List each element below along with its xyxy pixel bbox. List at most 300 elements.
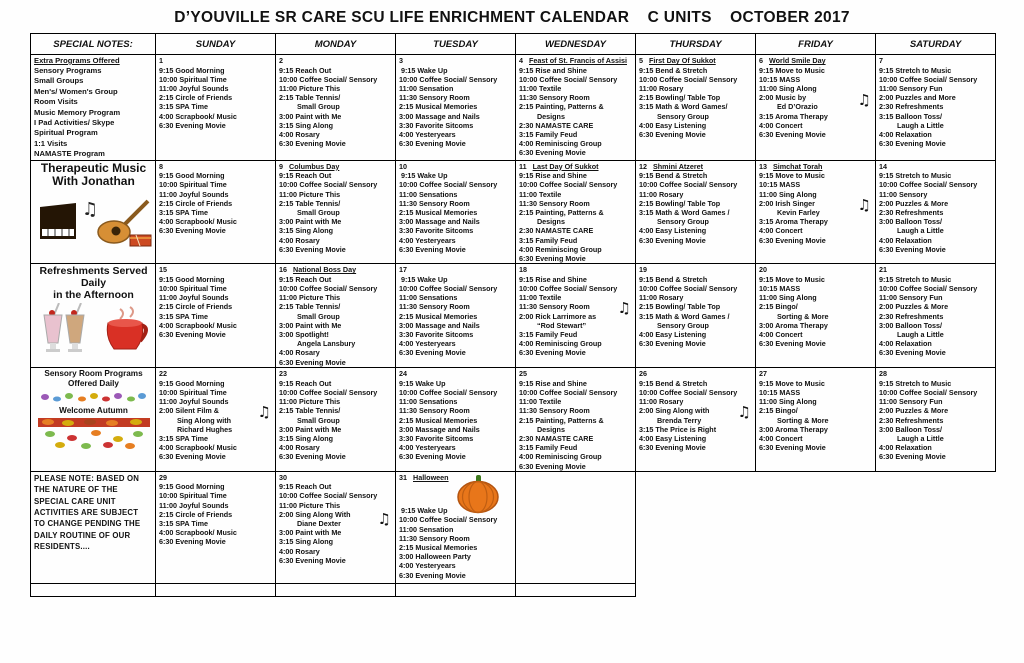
activity-line: 10:00 Coffee Social/ Sensory bbox=[879, 180, 978, 190]
activity-line: 3:00 Balloon Toss/ bbox=[879, 217, 942, 227]
special-note-line: Men's/ Women's Group bbox=[34, 86, 118, 96]
activity-line: 9:15 Stretch to Music bbox=[879, 65, 952, 75]
activity-line: 9:15 Bend & Stretch bbox=[639, 171, 708, 181]
activity-line: Sorting & More bbox=[759, 415, 829, 425]
activity-line: 6:30 Evening Movie bbox=[519, 148, 586, 158]
special-note-line: I Pad Activities/ Skype bbox=[34, 118, 115, 128]
activity-line: 2:15 Painting, Patterns & bbox=[519, 207, 604, 217]
activity-line: 2:00 Sing Along With bbox=[279, 509, 351, 519]
activity-line: 6:30 Evening Movie bbox=[759, 129, 826, 139]
day-cell bbox=[756, 368, 876, 472]
activity-line: 4:00 Concert bbox=[759, 433, 803, 443]
day-number: 6 bbox=[759, 56, 763, 65]
holiday-label: World Smile Day bbox=[769, 56, 826, 65]
holiday-label: Simchat Torah bbox=[773, 161, 823, 171]
activity-line: 11:00 Joyful Sounds bbox=[159, 83, 229, 93]
bottom-strip-cell bbox=[396, 583, 516, 596]
activity-line: 6:30 Evening Movie bbox=[519, 348, 586, 358]
activity-line: 10:15 MASS bbox=[759, 180, 801, 190]
activity-line: 6:30 Evening Movie bbox=[279, 244, 346, 254]
special-note-line: Sensory Programs bbox=[34, 66, 102, 75]
day-cell bbox=[756, 264, 876, 368]
activity-line: 4:00 Easy Listening bbox=[639, 120, 707, 130]
activity-line: 3:15 SPA Time bbox=[159, 207, 209, 217]
activity-line: 4:00 Reminiscing Group bbox=[519, 452, 602, 462]
activity-line: 6:30 Evening Movie bbox=[879, 139, 946, 149]
day-cell bbox=[636, 368, 756, 472]
special-note-line: TO CHANGE PENDING THE bbox=[34, 519, 141, 529]
bottom-strip-cell bbox=[636, 583, 756, 596]
special-note-line: PLEASE NOTE: BASED ON bbox=[34, 473, 140, 483]
special-note-line: With Jonathan bbox=[52, 174, 135, 189]
bottom-strip-cell bbox=[31, 583, 156, 596]
column-header: WEDNESDAY bbox=[516, 34, 636, 55]
day-cell bbox=[516, 368, 636, 472]
activity-line: 11:00 Joyful Sounds bbox=[159, 500, 229, 510]
activity-line: 4:00 Concert bbox=[759, 120, 803, 130]
bottom-strip-cell bbox=[156, 583, 276, 596]
day-header bbox=[399, 56, 513, 66]
activity-line: Designs bbox=[519, 111, 565, 121]
activity-line: 11:00 Sensory Fun bbox=[879, 83, 943, 93]
special-note-line: Offered Daily bbox=[68, 379, 119, 389]
activity-line: 9:15 Rise and Shine bbox=[519, 65, 587, 75]
activity-line: 6:30 Evening Movie bbox=[159, 452, 226, 462]
activity-line: 6:30 Evening Movie bbox=[159, 537, 226, 547]
day-cell bbox=[636, 160, 756, 264]
activity-line: 4:00 Rosary bbox=[279, 235, 320, 245]
day-header bbox=[879, 56, 993, 66]
activity-line: 3:00 Paint with Me bbox=[279, 217, 342, 227]
day-number: 28 bbox=[879, 369, 887, 379]
empty-region bbox=[876, 471, 996, 583]
activity-line: Sensory Group bbox=[639, 320, 709, 330]
activity-line: 11:00 Joyful Sounds bbox=[159, 189, 229, 199]
activity-line: 11:00 Sing Along bbox=[759, 397, 817, 407]
day-number: 1 bbox=[159, 56, 163, 65]
activity-line: 11:00 Picture This bbox=[279, 189, 341, 199]
activity-line: 6:30 Evening Movie bbox=[159, 120, 226, 130]
activity-line: 2:15 Bowling/ Table Top bbox=[639, 198, 721, 208]
day-cell bbox=[396, 368, 516, 472]
activity-line: 6:30 Evening Movie bbox=[399, 570, 466, 580]
activity-line: 3:00 Balloon Toss/ bbox=[879, 320, 942, 330]
activity-line: 9:15 Good Morning bbox=[159, 65, 225, 75]
activity-line: 2:00 Irish Singer bbox=[759, 198, 815, 208]
activity-line: 4:00 Yesteryears bbox=[399, 129, 456, 139]
column-header: SPECIAL NOTES: bbox=[31, 34, 156, 55]
day-cell bbox=[516, 160, 636, 264]
bottom-strip-cell bbox=[876, 583, 996, 596]
activity-line: 11:00 Picture This bbox=[279, 397, 341, 407]
activity-line: 3:00 Massage and Nails bbox=[399, 424, 480, 434]
activity-line: 3:15 Family Feud bbox=[519, 235, 578, 245]
activity-line: Laugh a Little bbox=[879, 329, 944, 339]
special-note-line: Room Visits bbox=[34, 97, 78, 107]
activity-line: 11:30 Sensory Room bbox=[519, 198, 590, 208]
activity-line: 2:15 Table Tennis/ bbox=[279, 93, 341, 103]
special-note-line: Spiritual Program bbox=[34, 128, 98, 138]
activity-line: 10:00 Coffee Social/ Sensory bbox=[879, 387, 978, 397]
day-number: 17 bbox=[399, 265, 407, 275]
activity-line: 9:15 Wake Up bbox=[399, 65, 448, 75]
activity-line: Small Group bbox=[279, 207, 340, 217]
activity-line: 9:15 Reach Out bbox=[279, 274, 332, 284]
calendar-table bbox=[30, 33, 996, 597]
activity-line: 10:00 Coffee Social/ Sensory bbox=[639, 180, 738, 190]
activity-line: Kevin Farley bbox=[759, 207, 820, 217]
day-header bbox=[759, 369, 873, 379]
activity-line: 9:15 Reach Out bbox=[279, 378, 332, 388]
activity-line: 2:15 Musical Memories bbox=[399, 543, 478, 553]
activity-line: 2:00 Music by bbox=[759, 93, 807, 103]
activity-line: 6:30 Evening Movie bbox=[399, 452, 466, 462]
day-header bbox=[159, 56, 273, 66]
activity-line: Laugh a Little bbox=[879, 433, 944, 443]
day-header bbox=[399, 369, 513, 379]
activity-line: 2:00 Sing Along with bbox=[639, 406, 710, 416]
day-number: 3 bbox=[399, 56, 403, 65]
activity-line: 10:00 Coffee Social/ Sensory bbox=[399, 180, 498, 190]
activity-line: 2:15 Painting, Patterns & bbox=[519, 102, 604, 112]
activity-line: 10:00 Coffee Social/ Sensory bbox=[279, 387, 378, 397]
activity-line: 2:00 Silent Film & bbox=[159, 406, 219, 416]
activity-line: 11:30 Sensory Room bbox=[399, 302, 470, 312]
autumn-leaves-art bbox=[34, 418, 153, 452]
day-number: 19 bbox=[639, 265, 647, 275]
activity-line: Small Group bbox=[279, 415, 340, 425]
day-header bbox=[519, 56, 633, 66]
day-number: 16 bbox=[279, 265, 287, 275]
day-header bbox=[639, 56, 753, 66]
day-number: 15 bbox=[159, 265, 167, 275]
day-header bbox=[759, 265, 873, 275]
activity-line: 9:15 Move to Music bbox=[759, 65, 825, 75]
empty-region bbox=[636, 471, 756, 583]
activity-line: 4:00 Reminiscing Group bbox=[519, 139, 602, 149]
activity-line: 3:15 Family Feud bbox=[519, 329, 578, 339]
activity-line: 10:00 Coffee Social/ Sensory bbox=[519, 180, 618, 190]
day-header bbox=[159, 265, 273, 275]
activity-line: 3:30 Favorite Sitcoms bbox=[399, 226, 474, 236]
day-header bbox=[519, 265, 633, 275]
activity-line: 9:15 Reach Out bbox=[279, 65, 332, 75]
activity-line: 2:30 NAMASTE CARE bbox=[519, 226, 594, 236]
activity-line: “Rod Stewart” bbox=[519, 320, 587, 330]
special-note-title: Extra Programs Offered bbox=[34, 56, 120, 65]
day-number: 5 bbox=[639, 56, 643, 65]
day-cell bbox=[516, 264, 636, 368]
day-cell bbox=[876, 264, 996, 368]
column-header: SUNDAY bbox=[156, 34, 276, 55]
activity-line: 9:15 Wake Up bbox=[399, 506, 448, 516]
day-cell bbox=[396, 160, 516, 264]
activity-line: 2:15 Table Tennis/ bbox=[279, 198, 341, 208]
day-number: 22 bbox=[159, 369, 167, 379]
activity-line: 4:00 Reminiscing Group bbox=[519, 339, 602, 349]
special-note-line: Therapeutic Music bbox=[40, 160, 147, 175]
day-cell bbox=[276, 471, 396, 583]
activity-line: 4:00 Scrapbook/ Music bbox=[159, 443, 237, 453]
day-header bbox=[639, 265, 753, 275]
activity-line: 10:00 Coffee Social/ Sensory bbox=[279, 180, 378, 190]
bottom-strip-cell bbox=[756, 583, 876, 596]
activity-line: 10:00 Coffee Social/ Sensory bbox=[519, 74, 618, 84]
music-notes-icon: ♫ bbox=[257, 403, 271, 422]
day-cell bbox=[276, 55, 396, 161]
holiday-label: Columbus Day bbox=[289, 161, 340, 171]
activity-line: 3:15 SPA Time bbox=[159, 519, 209, 529]
special-note-line: in the Afternoon bbox=[53, 289, 134, 302]
activity-line: 10:15 MASS bbox=[759, 283, 801, 293]
activity-line: 4:00 Relaxation bbox=[879, 443, 932, 453]
special-note-cell bbox=[31, 160, 156, 264]
activity-line: Laugh a Little bbox=[879, 226, 944, 236]
activity-line: 3:30 Favorite Sitcoms bbox=[399, 433, 474, 443]
day-number: 29 bbox=[159, 472, 167, 482]
activity-line: 2:15 Musical Memories bbox=[399, 311, 478, 321]
activity-line: 3:00 Paint with Me bbox=[279, 320, 342, 330]
activity-line: 9:15 Wake Up bbox=[399, 274, 448, 284]
activity-line: 3:15 Math & Word Games / bbox=[639, 311, 730, 321]
activity-line: 3:15 Family Feud bbox=[519, 129, 578, 139]
activity-line: 6:30 Evening Movie bbox=[759, 235, 826, 245]
activity-line: 4:00 Yesteryears bbox=[399, 235, 456, 245]
calendar-header-row bbox=[31, 34, 996, 55]
activity-line: 11:00 Picture This bbox=[279, 83, 341, 93]
activity-line: 4:00 Scrapbook/ Music bbox=[159, 111, 237, 121]
activity-line: 4:00 Easy Listening bbox=[639, 433, 707, 443]
activity-line: 11:30 Sensory Room bbox=[399, 93, 470, 103]
activity-line: 6:30 Evening Movie bbox=[279, 452, 346, 462]
day-cell bbox=[276, 160, 396, 264]
calendar-body bbox=[31, 55, 996, 597]
activity-line: 11:00 Picture This bbox=[279, 500, 341, 510]
activity-line: 11:00 Rosary bbox=[639, 189, 684, 199]
activity-line: 2:15 Circle of Friends bbox=[159, 509, 233, 519]
activity-line: 11:00 Textile bbox=[519, 397, 562, 407]
activity-line: Small Group bbox=[279, 311, 340, 321]
activity-line: 11:30 Sensory Room bbox=[399, 406, 470, 416]
activity-line: 2:15 Musical Memories bbox=[399, 102, 478, 112]
page-title: D’YOUVILLE SR CARE SCU LIFE ENRICHMENT CALENDAR C UNITS OCTOBER 2017 bbox=[174, 9, 850, 26]
activity-line: 2:15 Painting, Patterns & bbox=[519, 415, 604, 425]
activity-line: 9:15 Good Morning bbox=[159, 274, 225, 284]
activity-line: 11:00 Picture This bbox=[279, 293, 341, 303]
activity-line: 6:30 Evening Movie bbox=[279, 357, 346, 367]
activity-line: 4:00 Easy Listening bbox=[639, 329, 707, 339]
holiday-label: Feast of St. Francis of Assisi bbox=[529, 56, 627, 65]
day-number: 21 bbox=[879, 265, 887, 275]
special-note-line: RESIDENTS.... bbox=[34, 542, 90, 552]
activity-line: 4:00 Rosary bbox=[279, 129, 320, 139]
activity-line: 3:00 Paint with Me bbox=[279, 424, 342, 434]
activity-line: 10:00 Spiritual Time bbox=[159, 283, 227, 293]
music-notes-icon: ♫ bbox=[737, 403, 751, 422]
activity-line: 11:00 Sensory bbox=[879, 189, 928, 199]
day-number: 26 bbox=[639, 369, 647, 379]
activity-line: 4:00 Scrapbook/ Music bbox=[159, 320, 237, 330]
day-header bbox=[759, 56, 873, 66]
activity-line: 3:00 Balloon Toss/ bbox=[879, 424, 942, 434]
special-note-line: Refreshments Served bbox=[39, 265, 148, 278]
day-number: 10 bbox=[399, 161, 407, 171]
activity-line: 3:00 Aroma Therapy bbox=[759, 424, 828, 434]
activity-line: 3:00 Paint with Me bbox=[279, 528, 342, 538]
special-note-line: Welcome Autumn bbox=[59, 406, 128, 416]
activity-line: 2:15 Table Tennis/ bbox=[279, 302, 341, 312]
activity-line: 11:00 Sing Along bbox=[759, 83, 817, 93]
day-cell bbox=[636, 264, 756, 368]
column-header: TUESDAY bbox=[396, 34, 516, 55]
day-header bbox=[639, 369, 753, 379]
activity-line: 4:00 Concert bbox=[759, 226, 803, 236]
activity-line: 2:30 NAMASTE CARE bbox=[519, 433, 594, 443]
activity-line: 2:30 Refreshments bbox=[879, 207, 944, 217]
day-number: 2 bbox=[279, 56, 283, 65]
activity-line: Small Group bbox=[279, 102, 340, 112]
activity-line: 11:00 Sensation bbox=[399, 83, 454, 93]
day-header bbox=[399, 265, 513, 275]
empty-region bbox=[756, 471, 876, 583]
activity-line: 9:15 Bend & Stretch bbox=[639, 274, 708, 284]
activity-line: 9:15 Stretch to Music bbox=[879, 171, 952, 181]
activity-line: 11:00 Textile bbox=[519, 293, 562, 303]
day-number: 8 bbox=[159, 161, 163, 171]
music-notes-icon: ♫ bbox=[857, 90, 871, 109]
activity-line: 4:00 Rosary bbox=[279, 348, 320, 358]
special-note-line: NAMASTE Program bbox=[34, 149, 105, 159]
activity-line: 6:30 Evening Movie bbox=[639, 443, 706, 453]
activity-line: 10:00 Spiritual Time bbox=[159, 180, 227, 190]
activity-line: 10:15 MASS bbox=[759, 387, 801, 397]
activity-line: 10:00 Coffee Social/ Sensory bbox=[399, 515, 498, 525]
day-cell bbox=[396, 264, 516, 368]
special-note-line: Music Memory Program bbox=[34, 107, 121, 117]
activity-line: 2:00 Puzzles & More bbox=[879, 302, 949, 312]
special-note-line: 1:1 Visits bbox=[34, 138, 68, 148]
activity-line: 9:15 Wake Up bbox=[399, 378, 446, 388]
activity-line: 3:00 Massage and Nails bbox=[399, 320, 480, 330]
activity-line: 9:15 Stretch to Music bbox=[879, 274, 952, 284]
day-number: 13 bbox=[759, 161, 767, 171]
special-note-line: Small Groups bbox=[34, 76, 84, 86]
activity-line: 3:30 Favorite Sitcoms bbox=[399, 120, 474, 130]
day-header bbox=[159, 473, 273, 483]
activity-line: 11:30 Sensory Room bbox=[519, 93, 590, 103]
day-header bbox=[279, 56, 393, 66]
activity-line: 4:00 Rosary bbox=[279, 546, 320, 556]
activity-line: 4:00 Scrapbook/ Music bbox=[159, 528, 237, 538]
activity-line: 9:15 Good Morning bbox=[159, 482, 225, 492]
activity-line: 10:00 Coffee Social/ Sensory bbox=[399, 283, 498, 293]
activity-line: 6:30 Evening Movie bbox=[159, 226, 226, 236]
day-header bbox=[279, 369, 393, 379]
activity-line: 10:00 Coffee Social/ Sensory bbox=[279, 283, 378, 293]
activity-line: 9:15 Bend & Stretch bbox=[639, 378, 708, 388]
piano-guitar-drum-art bbox=[34, 191, 153, 251]
activity-line: 10:00 Coffee Social/ Sensory bbox=[399, 387, 498, 397]
activity-line: 10:00 Coffee Social/ Sensory bbox=[279, 74, 378, 84]
bottom-strip-cell bbox=[276, 583, 396, 596]
activity-line: 6:30 Evening Movie bbox=[399, 139, 466, 149]
activity-line: 6:30 Evening Movie bbox=[759, 443, 826, 453]
activity-line: 11:00 Sensations bbox=[399, 397, 458, 407]
holiday-label: First Day Of Sukkot bbox=[649, 56, 716, 65]
day-cell bbox=[876, 368, 996, 472]
activity-line: 9:15 Rise and Shine bbox=[519, 274, 587, 284]
activity-line: 11:30 Sensory Room bbox=[399, 533, 470, 543]
column-header: MONDAY bbox=[276, 34, 396, 55]
activity-line: 3:15 Aroma Therapy bbox=[759, 217, 828, 227]
day-header bbox=[159, 162, 273, 172]
activity-line: Richard Hughes bbox=[159, 424, 233, 434]
activity-line: 3:15 Family Feud bbox=[519, 443, 578, 453]
activity-line: 10:00 Coffee Social/ Sensory bbox=[879, 74, 978, 84]
activity-line: 2:30 Refreshments bbox=[879, 415, 944, 425]
activity-line: 3:00 Spotlight! bbox=[279, 329, 329, 339]
day-header bbox=[519, 162, 633, 172]
activity-line: Sensory Group bbox=[639, 217, 709, 227]
activity-line: 11:00 Sing Along bbox=[759, 189, 817, 199]
column-header: SATURDAY bbox=[876, 34, 996, 55]
special-note-cell bbox=[31, 471, 156, 583]
activity-line: 4:00 Concert bbox=[759, 329, 803, 339]
activity-line: 6:30 Evening Movie bbox=[879, 348, 946, 358]
day-cell bbox=[756, 55, 876, 161]
holiday-label: National Boss Day bbox=[293, 265, 357, 275]
activity-line: 2:30 Refreshments bbox=[879, 102, 944, 112]
activity-line: 3:15 Aroma Therapy bbox=[759, 111, 828, 121]
day-header bbox=[279, 473, 393, 483]
day-cell bbox=[756, 160, 876, 264]
activity-line: 9:15 Rise and Shine bbox=[519, 378, 587, 388]
day-header bbox=[879, 265, 993, 275]
day-cell bbox=[156, 55, 276, 161]
music-notes-icon: ♫ bbox=[617, 299, 631, 318]
activity-line: 9:15 Good Morning bbox=[159, 171, 225, 181]
activity-line: 11:00 Joyful Sounds bbox=[159, 397, 229, 407]
music-notes-icon: ♫ bbox=[377, 509, 391, 528]
activity-line: 2:00 Puzzles & More bbox=[879, 198, 949, 208]
activity-line: 4:00 Relaxation bbox=[879, 129, 932, 139]
activity-line: 3:30 Favorite Sitcoms bbox=[399, 329, 474, 339]
day-header bbox=[519, 369, 633, 379]
day-header bbox=[159, 369, 273, 379]
activity-line: 11:00 Textile bbox=[519, 83, 562, 93]
day-header bbox=[879, 369, 993, 379]
activity-line: 6:30 Evening Movie bbox=[879, 452, 946, 462]
day-cell bbox=[876, 55, 996, 161]
activity-line: 9:15 Bend & Stretch bbox=[639, 65, 708, 75]
activity-line: 9:15 Move to Music bbox=[759, 378, 825, 388]
special-note-cell bbox=[31, 264, 156, 368]
activity-line: 3:00 Paint with Me bbox=[279, 111, 342, 121]
activity-line: 2:15 Bowling/ Table Top bbox=[639, 302, 721, 312]
activity-line: 3:00 Massage and Nails bbox=[399, 111, 480, 121]
activity-line: 3:15 SPA Time bbox=[159, 311, 209, 321]
activity-line: 10:00 Spiritual Time bbox=[159, 387, 227, 397]
activity-line: 2:30 Refreshments bbox=[879, 311, 944, 321]
special-note-line: DAILY ROUTINE OF OUR bbox=[34, 530, 131, 540]
activity-line: 6:30 Evening Movie bbox=[879, 244, 946, 254]
activity-line: 11:00 Rosary bbox=[639, 83, 684, 93]
day-number: 14 bbox=[879, 161, 887, 171]
activity-line: 3:15 Sing Along bbox=[279, 226, 334, 236]
day-cell bbox=[516, 55, 636, 161]
activity-line: 4:00 Reminiscing Group bbox=[519, 244, 602, 254]
holiday-label: Halloween bbox=[413, 472, 449, 482]
